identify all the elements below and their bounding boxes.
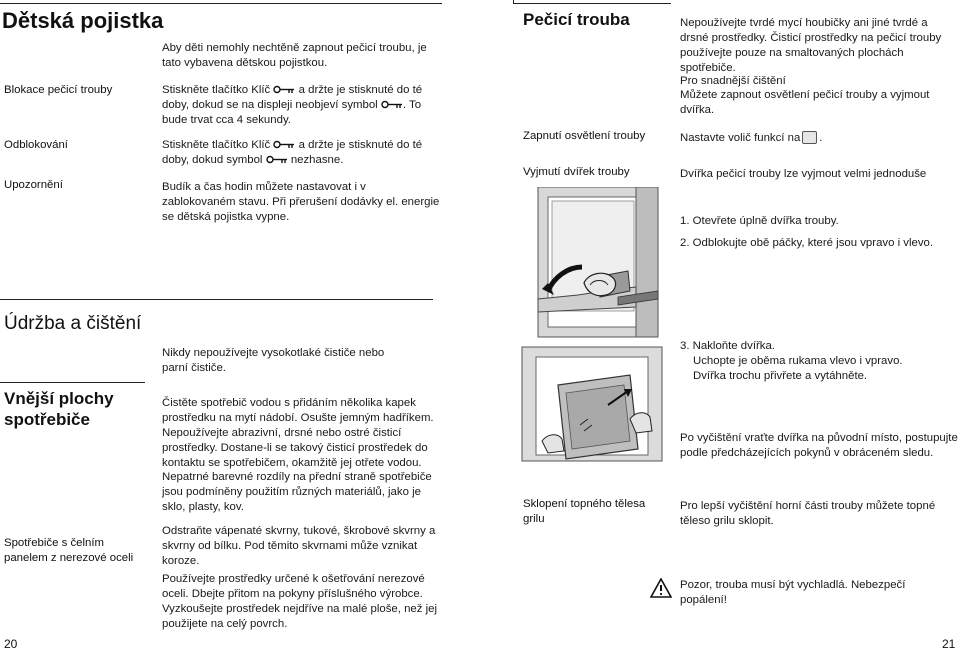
top-rule-right — [513, 3, 671, 4]
lock-text — [162, 83, 442, 128]
lock-text-a: Stiskněte tlačítko Klíč — [162, 84, 271, 96]
key-symbol-icon — [266, 155, 288, 164]
maintenance-intro: Nikdy nepoužívejte vysokotlaké čističe nebo parní čističe. — [162, 347, 385, 374]
function-selector-icon — [802, 131, 817, 144]
title-oven: Pečicí trouba — [523, 10, 630, 29]
easy-cleaning-intro: Můžete zapnout osvětlení pečicí trouby a vyjmout dvířka. — [680, 89, 930, 116]
title-child-lock: Dětská pojistka — [2, 8, 164, 33]
title-outer-surfaces: Vnější plochy spotřebiče — [4, 389, 114, 429]
child-lock-intro: Aby děti nemohly nechtěně zapnout pečicí troubu, je tato vybavena dětskou pojistkou. — [162, 42, 427, 69]
lock-text-c: doby, dokud se na displeji neobjeví symbol — [162, 99, 378, 111]
page-number-left: 20 — [4, 637, 18, 651]
warning-text: Pozor, trouba musí být vychladlá. Nebezpečí popálení! — [680, 579, 906, 606]
step-3-b: Uchopte je oběma rukama vlevo i vpravo. — [693, 355, 903, 367]
key-icon — [273, 140, 295, 149]
panel-text-3: Používejte prostředky určené k ošetřování nerezové oceli. Dbejte přitom na pokyny příslušného výrobce. Vyzkoušejte prostředek nejdříve na malé ploše, než jej použijete na celý povrch. — [162, 573, 437, 630]
unlock-text-d: nezhasne. — [290, 154, 344, 166]
lock-text-e: bude trvat cca 4 sekundy. — [162, 114, 291, 126]
step-1: 1. Otevřete úplně dvířka trouby. — [680, 215, 839, 227]
key-symbol-icon — [381, 100, 403, 109]
title-maintenance: Údržba a čištění — [4, 313, 142, 334]
oven-light-text-b: . — [819, 132, 823, 144]
top-rule-left — [0, 3, 442, 4]
step-2: 2. Odblokujte obě páčky, které jsou vpravo i vlevo. — [680, 237, 934, 249]
step-3 — [680, 339, 950, 384]
unlock-text-a: Stiskněte tlačítko Klíč — [162, 139, 271, 151]
label-grill-element: Sklopení topného tělesa grilu — [523, 498, 646, 525]
remove-door-text: Dvířka pečicí trouby lze vyjmout velmi jednoduše — [680, 168, 927, 180]
oven-light-text-a: Nastavte volič funkcí na — [680, 132, 801, 144]
label-note: Upozornění — [4, 179, 63, 191]
panel-text-1: Nepatrné barevné rozdíly na přední straně spotřebiče jsou podmíněny použitím různých materiálů, jako je sklo, plasty, kov. — [162, 471, 432, 513]
unlock-text-b: a držte je stisknuté do té — [298, 139, 423, 151]
label-oven-light: Zapnutí osvětlení trouby — [523, 130, 646, 142]
panel-text-2: Odstraňte vápenaté skvrny, tukové, škrobové skvrny a skvrny od bílku. Pod těmito skvrnami může vznikat koroze. — [162, 525, 436, 567]
door-hinge-illustration — [518, 187, 666, 343]
unlock-text — [162, 138, 442, 168]
note-text: Budík a čas hodin můžete nastavovat i v zablokovaném stavu. Při přerušení dodávky el. energie se dětská pojistka vypne. — [162, 181, 440, 223]
outer-surfaces-text: Čistěte spotřebič vodou s přidáním několika kapek prostředku na mytí nádobí. Osušte jemným hadříkem. Nepoužívejte abrazivní, drsné nebo ostré čisticí prostředky. Dostane-li se takový čisticí prostředek do kontaktu se spotřebičem, okamžitě jej otřete vodou. — [162, 397, 434, 469]
oven-light-text — [680, 131, 822, 146]
warning-icon — [650, 578, 672, 598]
step-3-c: Dvířka trochu přivřete a vytáhněte. — [693, 370, 868, 382]
lock-text-b: a držte je stisknuté do té — [298, 84, 423, 96]
label-stainless-panel: Spotřebiče s čelním panelem z nerezové oceli — [4, 537, 134, 564]
label-lock-oven: Blokace pečicí trouby — [4, 84, 113, 96]
page-number-right: 21 — [942, 637, 956, 651]
lock-text-d: . To — [402, 99, 422, 111]
label-remove-door: Vyjmutí dvířek trouby — [523, 166, 630, 178]
key-icon — [273, 85, 295, 94]
easy-cleaning-heading: Pro snadnější čištění — [680, 75, 786, 87]
label-unlock: Odblokování — [4, 139, 68, 151]
oven-intro: Nepoužívejte tvrdé mycí houbičky ani jiné tvrdé a drsné prostředky. Čisticí prostředky na pečicí trouby používejte pouze na smaltovaných plochách spotřebiče. — [680, 17, 942, 74]
door-removal-illustration — [518, 345, 666, 463]
step-3-a: 3. Nakloňte dvířka. — [680, 340, 775, 352]
rule-maintenance — [0, 299, 433, 300]
unlock-text-c: doby, dokud symbol — [162, 154, 263, 166]
refit-door-text: Po vyčištění vraťte dvířka na původní místo, postupujte podle předcházejících pokynů v obráceném sledu. — [680, 432, 958, 459]
rule-outer-surfaces — [0, 382, 145, 383]
grill-element-text: Pro lepší vyčištění horní části trouby můžete topné těleso grilu sklopit. — [680, 500, 936, 527]
